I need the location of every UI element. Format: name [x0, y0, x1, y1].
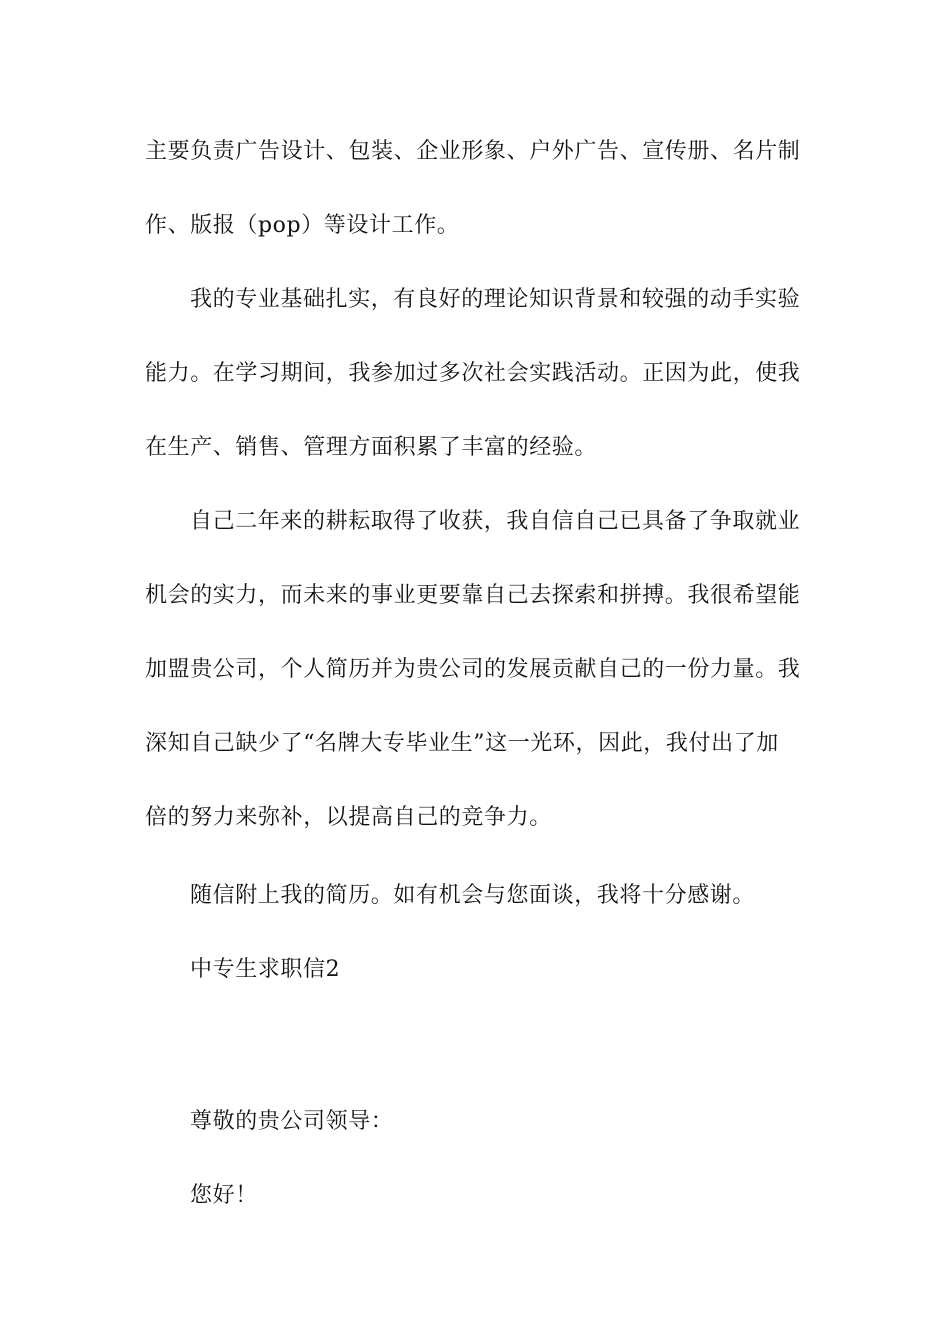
section-heading: 中专生求职信2	[190, 957, 341, 982]
paragraph-line: 作、版报（pop）等设计工作。	[145, 213, 460, 238]
paragraph-line: 自己二年来的耕耘取得了收获，我自信自己已具备了争取就业	[190, 509, 801, 534]
paragraph-line: 深知自己缺少了“名牌大专毕业生”这一光环，因此，我付出了加	[145, 731, 779, 756]
paragraph-line: 能力。在学习期间，我参加过多次社会实践活动。正因为此，使我	[145, 361, 801, 386]
paragraph-line: 随信附上我的简历。如有机会与您面谈，我将十分感谢。	[190, 883, 756, 908]
paragraph-line: 加盟贵公司，个人简历并为贵公司的发展贡献自己的一份力量。我	[145, 657, 801, 682]
paragraph-line: 在生产、销售、管理方面积累了丰富的经验。	[145, 435, 598, 460]
salutation: 尊敬的贵公司领导：	[190, 1109, 394, 1134]
greeting: 您好！	[190, 1183, 258, 1208]
paragraph-line: 倍的努力来弥补，以提高自己的竞争力。	[145, 805, 552, 830]
paragraph-line: 主要负责广告设计、包装、企业形象、户外广告、宣传册、名片制	[145, 139, 801, 164]
paragraph-line: 我的专业基础扎实，有良好的理论知识背景和较强的动手实验	[190, 287, 801, 312]
paragraph-line: 机会的实力，而未来的事业更要靠自己去探索和拼搏。我很希望能	[145, 583, 801, 608]
